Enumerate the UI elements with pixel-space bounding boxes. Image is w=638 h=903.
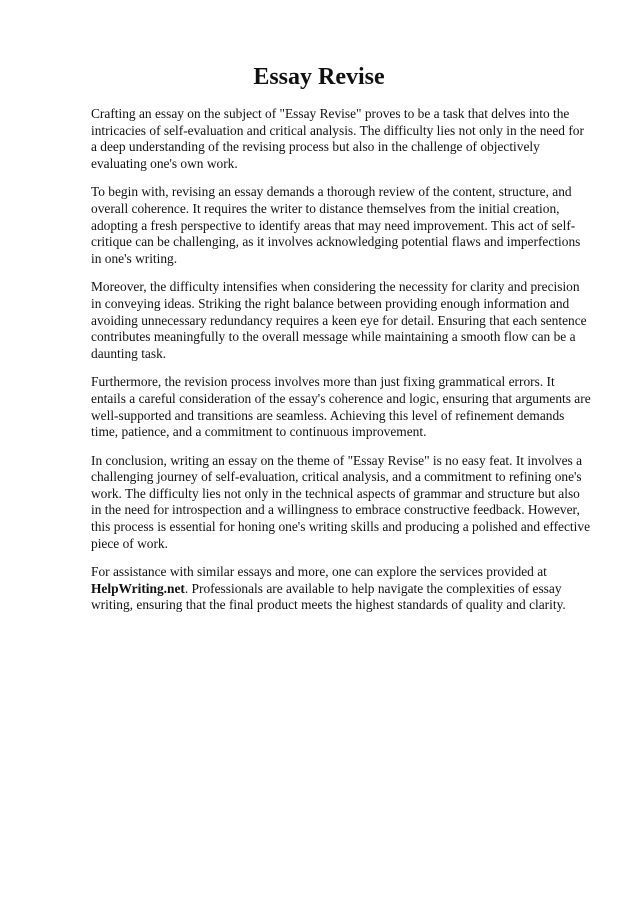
paragraph-5: In conclusion, writing an essay on the theme of "Essay Revise" is no easy feat. It involves a challenging journey of self-evaluation, critical analysis, and a commitment to refining one's work. The difficulty lies not only in the technical aspects of grammar and structure but also in the need for introspection and a willingness to embrace constructive feedback. However, this process is essential for honing one's writing skills and producing a polished and effective piece of work. [91, 452, 591, 551]
paragraph-2: To begin with, revising an essay demands a thorough review of the content, structure, and overall coherence. It requires the writer to distance themselves from the initial creation, adopting a fresh perspective to identify areas that may need improvement. This act of self-critique can be challenging, as it involves acknowledging potential flaws and imperfections in one's writing. [91, 184, 581, 266]
paragraph-4: Furthermore, the revision process involves more than just fixing grammatical errors. It entails a careful consideration of the essay's coherence and logic, ensuring that arguments are well-supported and transitions are seamless. Achieving this level of refinement demands time, patience, and a commitment to continuous improvement. [91, 374, 591, 440]
paragraph-3: Moreover, the difficulty intensifies when considering the necessity for clarity and precision in conveying ideas. Striking the right balance between providing enough information and avoiding unnecessary redundancy requires a keen eye for detail. Ensuring that each sentence contributes meaningfully to the overall message while maintaining a smooth flow can be a daunting task. [91, 279, 587, 361]
closing-paragraph [91, 564, 592, 614]
brand-name: HelpWriting.net [91, 580, 185, 596]
paragraph-1: Crafting an essay on the subject of "Essay Revise" proves to be a task that delves into the intricacies of self-evaluation and critical analysis. The difficulty lies not only in the need for a deep understanding of the revising process but also in the challenge of objectively evaluating one's own work. [91, 106, 584, 171]
closing-intro: For assistance with similar essays and more, one can explore the services provided at [91, 564, 547, 580]
closing-outro: . Professionals are available to help navigate the complexities of essay writing, ensuring that the final product meets the highest standards of quality and clarity. [91, 580, 566, 613]
document-title: Essay Revise [253, 64, 385, 90]
